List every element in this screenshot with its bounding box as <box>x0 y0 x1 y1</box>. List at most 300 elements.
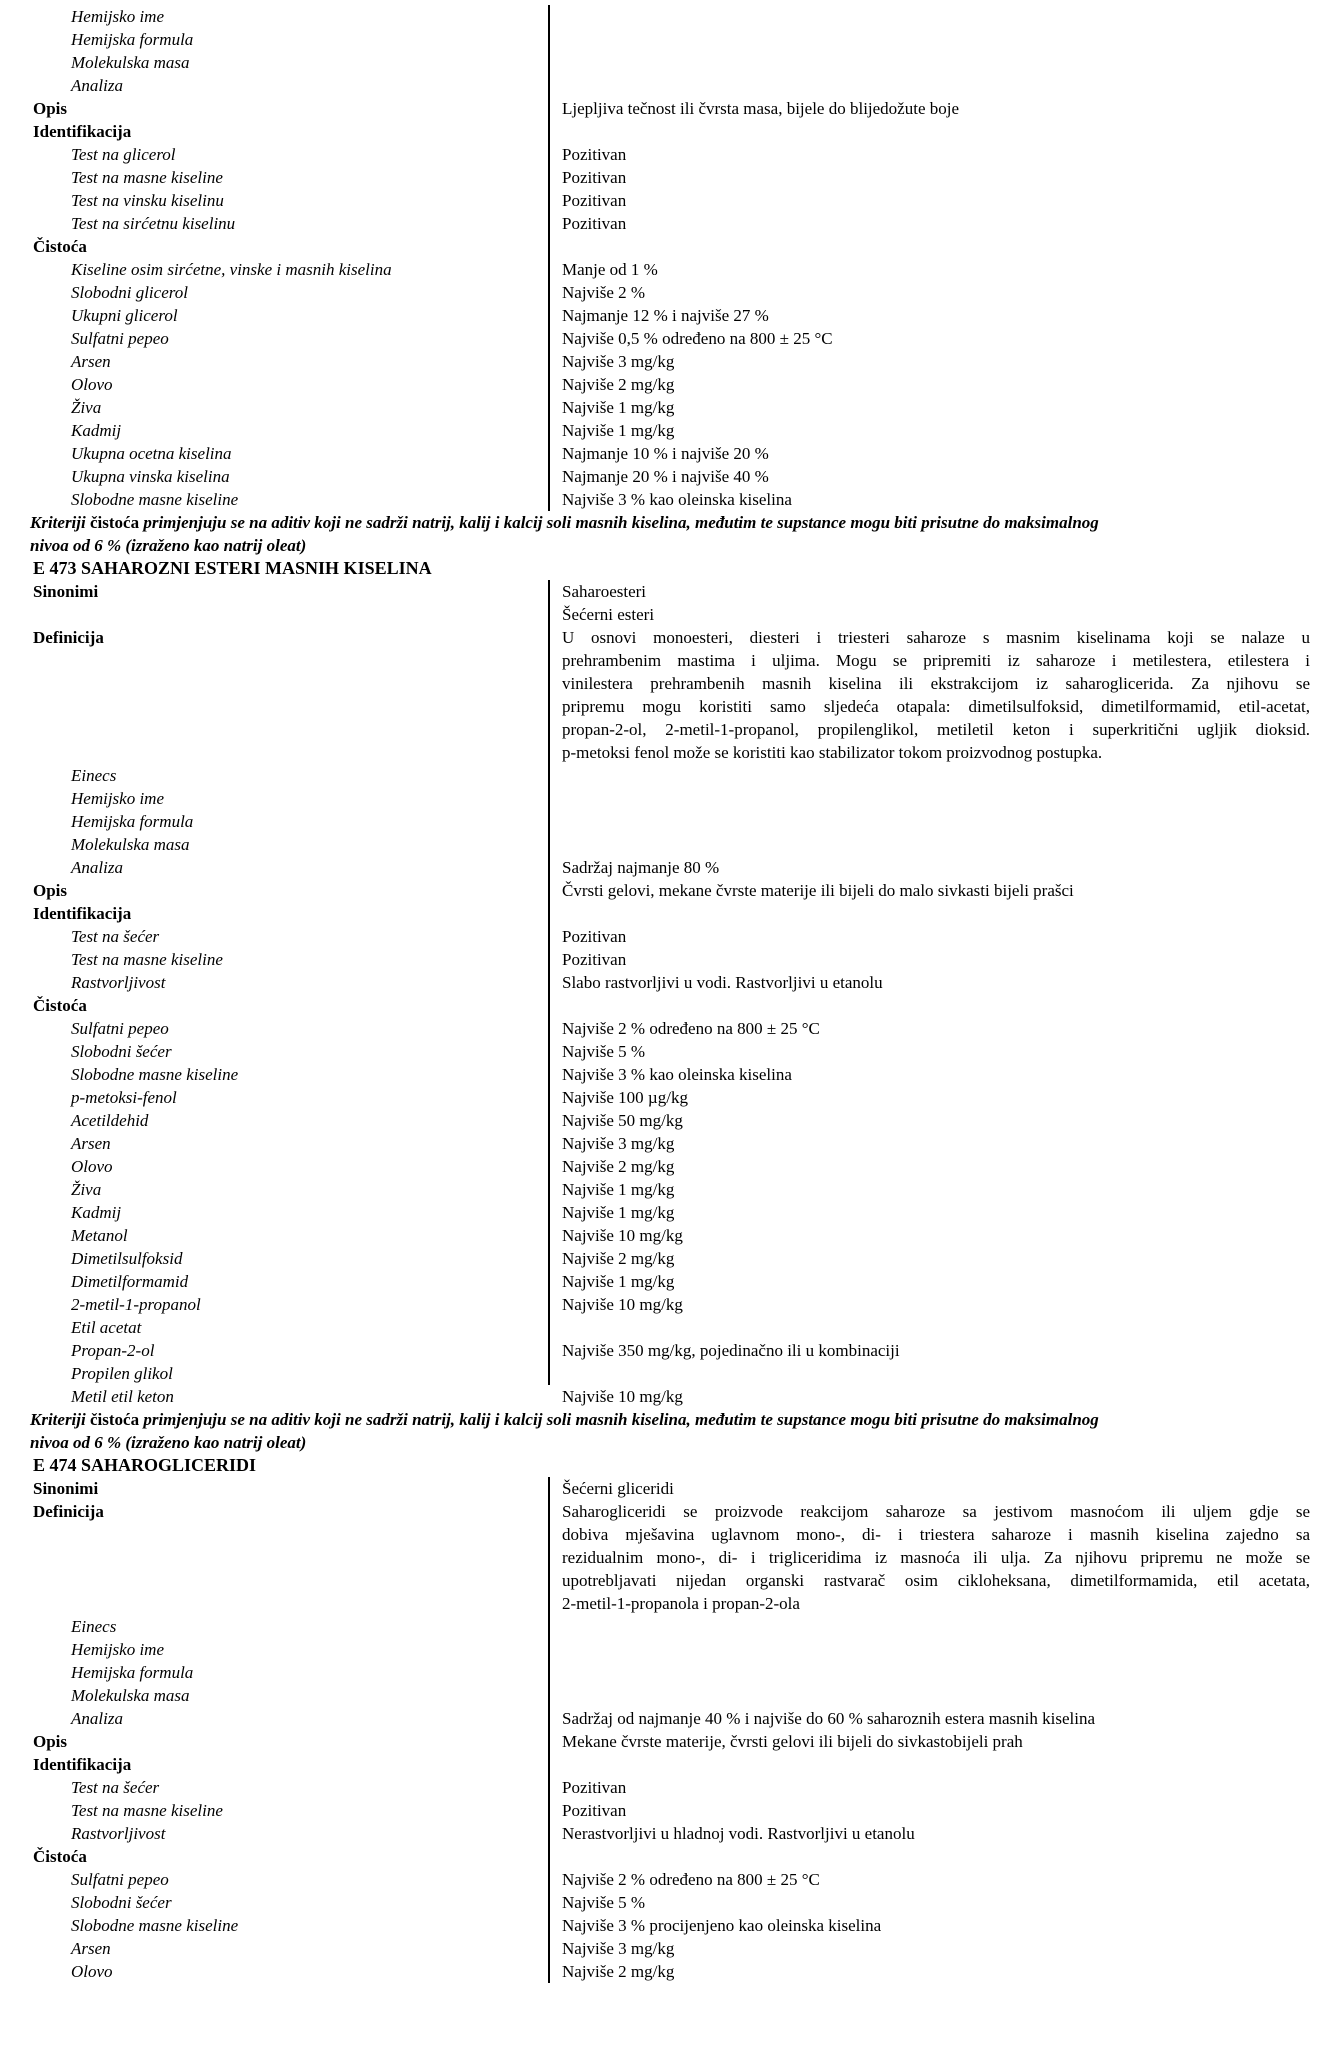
field-label: Ukupni glicerol <box>71 306 178 325</box>
definition-line: propan-2-ol, 2-metil-1-propanol, propilenglikol, metiletil keton i superkritični ugljik dioksid. <box>562 720 1310 739</box>
field-value-cell <box>548 258 1340 281</box>
spec-row <box>0 396 1340 419</box>
field-value-cell <box>548 1155 1340 1178</box>
field-label: Kiseline osim sirćetne, vinske i masnih kiselina <box>71 260 392 279</box>
spec-row <box>0 1684 1340 1707</box>
field-value-cell <box>548 74 1340 97</box>
field-label: Test na masne kiseline <box>71 168 223 187</box>
field-label-cell <box>0 603 548 626</box>
field-value-cell <box>548 1247 1340 1270</box>
spec-row <box>0 1960 1340 1983</box>
spec-row <box>0 810 1340 833</box>
field-label-cell <box>0 1132 548 1155</box>
field-label-cell <box>0 1178 548 1201</box>
field-label-cell <box>0 626 548 764</box>
field-value: Najviše 1 mg/kg <box>562 421 675 440</box>
field-label-cell <box>0 1385 548 1408</box>
field-label-cell <box>0 1339 548 1362</box>
spec-row <box>0 1316 1340 1339</box>
field-label-cell <box>0 764 548 787</box>
definition-line: 2-metil-1-propanola i propan-2-ola <box>562 1594 800 1613</box>
field-value: Pozitivan <box>562 214 627 233</box>
field-label: Dimetilformamid <box>71 1272 189 1291</box>
field-value-cell <box>548 971 1340 994</box>
spec-row <box>0 235 1340 258</box>
field-value-cell <box>548 1109 1340 1132</box>
field-value: Pozitivan <box>562 927 627 946</box>
field-value-cell <box>548 810 1340 833</box>
field-value: Sadržaj najmanje 80 % <box>562 858 720 877</box>
field-value-cell <box>548 1776 1340 1799</box>
field-value: Najviše 3 mg/kg <box>562 1939 675 1958</box>
field-label-cell <box>0 212 548 235</box>
field-value: Najviše 350 mg/kg, pojedinačno ili u kombinaciji <box>562 1341 900 1360</box>
field-label: Arsen <box>71 1134 111 1153</box>
field-value-cell <box>548 1270 1340 1293</box>
field-value-cell <box>548 373 1340 396</box>
field-label: Sulfatni pepeo <box>71 1019 169 1038</box>
definition-line: dobiva mješavina uglavnom mono-, di- i triestera saharoze i masnih kiselina zajedno sa <box>562 1525 1310 1544</box>
section-heading: E 474 SAHAROGLICERIDI <box>33 1455 257 1475</box>
spec-row <box>0 1109 1340 1132</box>
spec-row <box>0 971 1340 994</box>
field-value-cell <box>548 1707 1340 1730</box>
note-segment: primjenjuju se na aditiv koji ne sadrži natrij, kalij i kalcij soli masnih kiselina, međutim te supstance mogu biti prisutne do maksimalnog <box>139 1410 1099 1429</box>
field-value: Mekane čvrste materije, čvrsti gelovi ili bijeli do sivkastobijeli prah <box>562 1732 1023 1751</box>
field-label: Propan-2-ol <box>71 1341 155 1360</box>
spec-row <box>0 902 1340 925</box>
field-label: Sinonimi <box>33 1479 99 1498</box>
field-label-cell <box>0 787 548 810</box>
field-label: Analiza <box>71 76 123 95</box>
field-label-cell <box>0 28 548 51</box>
field-value: Najviše 50 mg/kg <box>562 1111 683 1130</box>
spec-row <box>0 350 1340 373</box>
field-label-cell <box>0 994 548 1017</box>
field-label: Arsen <box>71 1939 111 1958</box>
spec-row <box>0 189 1340 212</box>
field-label: Identifikacija <box>33 1755 132 1774</box>
field-value: Najviše 10 mg/kg <box>562 1387 683 1406</box>
field-value: Najviše 1 mg/kg <box>562 1203 675 1222</box>
spec-row <box>0 1270 1340 1293</box>
field-value-cell <box>548 350 1340 373</box>
field-value-cell <box>548 1224 1340 1247</box>
definition-line: p-metoksi fenol može se koristiti kao stabilizator tokom proizvodnog postupka. <box>562 743 1103 762</box>
field-label-cell <box>0 419 548 442</box>
field-value-cell <box>548 1638 1340 1661</box>
spec-row <box>0 1201 1340 1224</box>
field-label: Metanol <box>71 1226 128 1245</box>
field-value-cell <box>548 488 1340 511</box>
field-label-cell <box>0 1316 548 1339</box>
spec-row <box>0 833 1340 856</box>
field-value: Najmanje 20 % i najviše 40 % <box>562 467 769 486</box>
field-value-cell <box>548 902 1340 925</box>
field-label-cell <box>0 97 548 120</box>
field-label-cell <box>0 327 548 350</box>
field-value-cell <box>548 1362 1340 1385</box>
field-value-cell <box>548 465 1340 488</box>
field-value-cell <box>548 580 1340 603</box>
field-label: Slobodni glicerol <box>71 283 188 302</box>
field-value-cell <box>548 1201 1340 1224</box>
field-value: Najviše 3 % kao oleinska kiselina <box>562 1065 792 1084</box>
field-value: Najmanje 12 % i najviše 27 % <box>562 306 769 325</box>
field-label-cell <box>0 1684 548 1707</box>
field-value-cell <box>548 1063 1340 1086</box>
definition-line: prehrambenim mastima i uljima. Mogu se pripremiti iz saharoze i metilestera, etilestera i <box>562 651 1310 670</box>
field-label: Test na šećer <box>71 1778 160 1797</box>
definition-line: vinilestera prehrambenih masnih kiselina ili ekstrakcijom iz saharoglicerida. Za njihovu se <box>562 674 1310 693</box>
field-value: Najviše 10 mg/kg <box>562 1295 683 1314</box>
field-label: Test na glicerol <box>71 145 176 164</box>
field-label: Arsen <box>71 352 111 371</box>
note-segment: čistoća <box>89 1410 140 1429</box>
field-label-cell <box>0 1615 548 1638</box>
field-label: Test na sirćetnu kiselinu <box>71 214 236 233</box>
field-label-cell <box>0 1937 548 1960</box>
field-value-cell <box>548 787 1340 810</box>
spec-row <box>0 1776 1340 1799</box>
field-value-cell <box>548 948 1340 971</box>
field-value: Saharoesteri <box>562 582 647 601</box>
field-label: Opis <box>33 1732 68 1751</box>
note-segment: Kriteriji <box>30 1410 90 1429</box>
field-value: Pozitivan <box>562 1801 627 1820</box>
field-value-cell <box>548 1868 1340 1891</box>
field-value: Manje od 1 % <box>562 260 658 279</box>
field-value-cell <box>548 304 1340 327</box>
field-value-cell <box>548 856 1340 879</box>
spec-row <box>0 787 1340 810</box>
field-label: Analiza <box>71 1709 123 1728</box>
field-value: Najviše 0,5 % određeno na 800 ± 25 °C <box>562 329 833 348</box>
field-value: Pozitivan <box>562 145 627 164</box>
field-value-cell <box>548 419 1340 442</box>
field-label: Olovo <box>71 1962 113 1981</box>
field-value-cell <box>548 1615 1340 1638</box>
field-label: Etil acetat <box>71 1318 142 1337</box>
field-label-cell <box>0 1247 548 1270</box>
spec-row <box>0 442 1340 465</box>
field-value-cell <box>548 1017 1340 1040</box>
field-value-cell <box>548 626 1340 764</box>
spec-row <box>0 281 1340 304</box>
note-line <box>30 1408 1314 1431</box>
field-value-cell <box>548 994 1340 1017</box>
field-label-cell <box>0 1753 548 1776</box>
field-label-cell <box>0 396 548 419</box>
field-value: Najviše 3 % kao oleinska kiselina <box>562 490 792 509</box>
field-label-cell <box>0 1868 548 1891</box>
field-value-cell <box>548 1799 1340 1822</box>
field-label: Slobodne masne kiseline <box>71 1916 239 1935</box>
field-value: Najviše 2 % određeno na 800 ± 25 °C <box>562 1870 820 1889</box>
field-label: 2-metil-1-propanol <box>71 1295 201 1314</box>
field-label: Molekulska masa <box>71 1686 190 1705</box>
field-label: Sinonimi <box>33 582 99 601</box>
field-value-cell <box>548 1132 1340 1155</box>
field-label: Ukupna ocetna kiselina <box>71 444 232 463</box>
field-label-cell <box>0 1638 548 1661</box>
spec-row <box>0 74 1340 97</box>
spec-row <box>0 212 1340 235</box>
field-label-cell <box>0 1224 548 1247</box>
field-value-cell <box>548 281 1340 304</box>
spec-row <box>0 1178 1340 1201</box>
field-value: Najviše 3 mg/kg <box>562 1134 675 1153</box>
field-label: Živa <box>71 1180 102 1199</box>
field-value-cell <box>548 925 1340 948</box>
field-label: Propilen glikol <box>71 1364 173 1383</box>
spec-row <box>0 1661 1340 1684</box>
field-value: Slabo rastvorljivi u vodi. Rastvorljivi u etanolu <box>562 973 883 992</box>
field-value-cell <box>548 97 1340 120</box>
spec-row <box>0 1224 1340 1247</box>
field-label: Hemijska formula <box>71 1663 194 1682</box>
field-label-cell <box>0 51 548 74</box>
field-label-cell <box>0 1477 548 1500</box>
field-value-cell <box>548 1822 1340 1845</box>
field-label-cell <box>0 350 548 373</box>
field-value-cell <box>548 764 1340 787</box>
spec-row <box>0 1017 1340 1040</box>
field-value-cell <box>548 28 1340 51</box>
field-label: Čistoća <box>33 996 87 1015</box>
field-label-cell <box>0 1063 548 1086</box>
field-label-cell <box>0 833 548 856</box>
field-label: Hemijska formula <box>71 812 194 831</box>
field-value: Najviše 5 % <box>562 1042 646 1061</box>
spec-row <box>0 1868 1340 1891</box>
field-value-cell <box>548 1477 1340 1500</box>
field-label-cell <box>0 442 548 465</box>
field-label: Einecs <box>71 766 117 785</box>
field-label: Hemijsko ime <box>71 7 165 26</box>
field-value: Najviše 2 mg/kg <box>562 1962 675 1981</box>
field-label-cell <box>0 1086 548 1109</box>
field-label-cell <box>0 1155 548 1178</box>
field-label: Opis <box>33 881 68 900</box>
note-line <box>30 511 1314 534</box>
field-label: Olovo <box>71 375 113 394</box>
spec-row <box>0 1247 1340 1270</box>
field-value-cell <box>548 1730 1340 1753</box>
field-label: Sulfatni pepeo <box>71 329 169 348</box>
field-label-cell <box>0 1500 548 1615</box>
field-value-cell <box>548 1316 1340 1339</box>
field-value-cell <box>548 327 1340 350</box>
field-label-cell <box>0 1362 548 1385</box>
spec-row <box>0 1753 1340 1776</box>
field-label-cell <box>0 1960 548 1983</box>
field-label-cell <box>0 1799 548 1822</box>
note-line <box>30 534 1314 557</box>
field-label: Molekulska masa <box>71 835 190 854</box>
spec-row <box>0 580 1340 603</box>
spec-row <box>0 1615 1340 1638</box>
field-label: Živa <box>71 398 102 417</box>
field-value-cell <box>548 1500 1340 1615</box>
field-label-cell <box>0 1845 548 1868</box>
field-value: Najviše 100 µg/kg <box>562 1088 688 1107</box>
field-label-cell <box>0 465 548 488</box>
spec-row <box>0 28 1340 51</box>
spec-row <box>0 488 1340 511</box>
field-value: Najviše 2 % određeno na 800 ± 25 °C <box>562 1019 820 1038</box>
spec-row <box>0 1845 1340 1868</box>
field-label: Čistoća <box>33 1847 87 1866</box>
field-label-cell <box>0 1040 548 1063</box>
field-value-cell <box>548 442 1340 465</box>
spec-row <box>0 1063 1340 1086</box>
field-value-cell <box>548 1937 1340 1960</box>
definition-line: Saharogliceridi se proizvode reakcijom saharoze sa jestivom masnoćom ili uljem gdje se <box>562 1502 1310 1521</box>
field-value: Pozitivan <box>562 191 627 210</box>
definition-line: pripremu mogu koristiti samo sljedeća otapala: dimetilsulfoksid, dimetilformamid, etil-acetat, <box>562 697 1310 716</box>
field-value: Pozitivan <box>562 1778 627 1797</box>
field-label: Definicija <box>33 628 104 647</box>
field-label-cell <box>0 948 548 971</box>
field-value: Najviše 2 % <box>562 283 646 302</box>
spec-row <box>0 1040 1340 1063</box>
purity-criteria-note <box>0 1408 1340 1454</box>
field-value-cell <box>548 120 1340 143</box>
field-label: Olovo <box>71 1157 113 1176</box>
field-label-cell <box>0 1776 548 1799</box>
field-value: Šećerni gliceridi <box>562 1479 674 1498</box>
note-segment: nivoa od 6 % (izraženo kao natrij oleat) <box>30 1433 307 1452</box>
field-label-cell <box>0 120 548 143</box>
spec-row <box>0 304 1340 327</box>
spec-row <box>0 994 1340 1017</box>
field-label-cell <box>0 373 548 396</box>
field-value-cell <box>548 166 1340 189</box>
spec-row <box>0 948 1340 971</box>
field-value-cell <box>548 1040 1340 1063</box>
field-label-cell <box>0 1293 548 1316</box>
spec-row <box>0 1293 1340 1316</box>
field-value-cell <box>548 1891 1340 1914</box>
spec-row <box>0 1385 1340 1408</box>
field-label: Test na masne kiseline <box>71 950 223 969</box>
field-value: Pozitivan <box>562 950 627 969</box>
field-label: Opis <box>33 99 68 118</box>
field-value: Najviše 1 mg/kg <box>562 398 675 417</box>
field-label: Metil etil keton <box>71 1387 174 1406</box>
spec-row <box>0 1730 1340 1753</box>
spec-row <box>0 1707 1340 1730</box>
spec-row <box>0 327 1340 350</box>
field-label-cell <box>0 281 548 304</box>
field-label-cell <box>0 902 548 925</box>
field-value-cell <box>548 1661 1340 1684</box>
field-label-cell <box>0 1201 548 1224</box>
field-label: Analiza <box>71 858 123 877</box>
field-label: Hemijsko ime <box>71 1640 165 1659</box>
note-line <box>30 1431 1314 1454</box>
field-value-cell <box>548 1914 1340 1937</box>
field-value: Najviše 3 mg/kg <box>562 352 675 371</box>
field-value: Najviše 1 mg/kg <box>562 1272 675 1291</box>
spec-row <box>0 465 1340 488</box>
field-value-cell <box>548 212 1340 235</box>
field-value-cell <box>548 1293 1340 1316</box>
field-value-cell <box>548 1339 1340 1362</box>
field-value: Najviše 5 % <box>562 1893 646 1912</box>
spec-row <box>0 5 1340 28</box>
spec-row <box>0 1339 1340 1362</box>
field-label: Rastvorljivost <box>71 1824 166 1843</box>
field-value: Sadržaj od najmanje 40 % i najviše do 60 % saharoznih estera masnih kiselina <box>562 1709 1095 1728</box>
spec-row <box>0 603 1340 626</box>
field-label: Sulfatni pepeo <box>71 1870 169 1889</box>
field-label: Test na šećer <box>71 927 160 946</box>
spec-row <box>0 1937 1340 1960</box>
spec-row <box>0 1477 1340 1500</box>
field-label-cell <box>0 189 548 212</box>
field-value-cell <box>548 235 1340 258</box>
note-segment: nivoa od 6 % (izraženo kao natrij oleat) <box>30 536 307 555</box>
field-label-cell <box>0 925 548 948</box>
field-label-cell <box>0 1914 548 1937</box>
field-label-cell <box>0 1822 548 1845</box>
spec-row <box>0 764 1340 787</box>
note-segment: primjenjuju se na aditiv koji ne sadrži natrij, kalij i kalcij soli masnih kiselina, međutim te supstance mogu biti prisutne do maksimalnog <box>139 513 1099 532</box>
definition-line: upotrebljavati nijedan organski rastvarač osim cikloheksana, dimetilformamida, etil acetata, <box>562 1571 1310 1590</box>
field-value-cell <box>548 879 1340 902</box>
note-segment: Kriteriji <box>30 513 90 532</box>
note-segment: čistoća <box>89 513 140 532</box>
spec-row <box>0 1500 1340 1615</box>
field-label-cell <box>0 235 548 258</box>
field-value: Najviše 10 mg/kg <box>562 1226 683 1245</box>
field-label: Molekulska masa <box>71 53 190 72</box>
field-value: Najviše 2 mg/kg <box>562 375 675 394</box>
purity-criteria-note <box>0 511 1340 557</box>
field-label-cell <box>0 166 548 189</box>
field-label-cell <box>0 971 548 994</box>
spec-row <box>0 51 1340 74</box>
spec-row <box>0 120 1340 143</box>
field-label: Definicija <box>33 1502 104 1521</box>
field-label: Acetildehid <box>71 1111 149 1130</box>
field-value-cell <box>548 5 1340 28</box>
field-label-cell <box>0 1017 548 1040</box>
spec-row <box>0 97 1340 120</box>
spec-row <box>0 419 1340 442</box>
spec-row <box>0 1799 1340 1822</box>
field-value: Najviše 2 mg/kg <box>562 1157 675 1176</box>
field-label: Hemijska formula <box>71 30 194 49</box>
field-label: Einecs <box>71 1617 117 1636</box>
field-label: Kadmij <box>71 421 122 440</box>
field-label-cell <box>0 1661 548 1684</box>
field-label: Ukupna vinska kiselina <box>71 467 230 486</box>
field-label-cell <box>0 1730 548 1753</box>
field-label-cell <box>0 580 548 603</box>
spec-row <box>0 626 1340 764</box>
field-label-cell <box>0 304 548 327</box>
spec-row <box>0 1132 1340 1155</box>
field-value-cell <box>548 189 1340 212</box>
spec-row <box>0 1914 1340 1937</box>
spec-row <box>0 879 1340 902</box>
field-label: Test na masne kiseline <box>71 1801 223 1820</box>
field-label: Test na vinsku kiselinu <box>71 191 224 210</box>
spec-row <box>0 373 1340 396</box>
